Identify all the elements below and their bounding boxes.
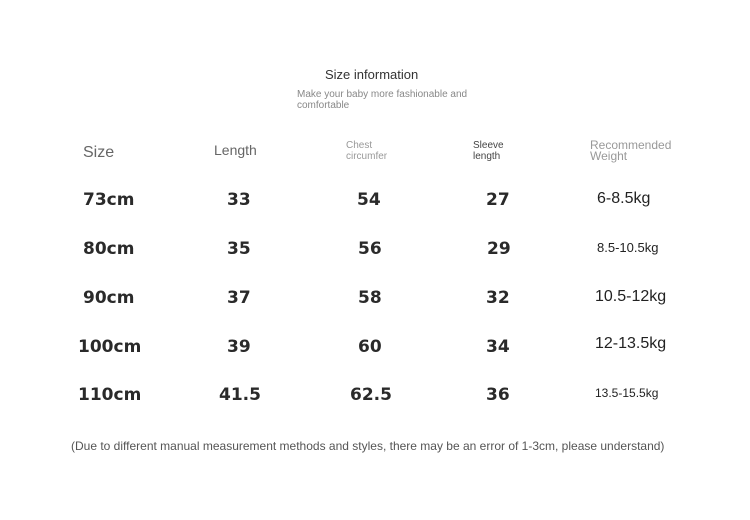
cell-weight: 13.5-15.5kg (595, 386, 659, 400)
cell-sleeve: 32 (486, 288, 510, 308)
cell-sleeve: 29 (487, 239, 511, 259)
cell-length: 39 (227, 337, 251, 357)
page-subtitle: Make your baby more fashionable and comfortable (297, 89, 468, 111)
cell-chest: 60 (358, 337, 382, 357)
page-title: Size information (325, 67, 419, 82)
header-chest: Chest circumfer (346, 140, 388, 162)
cell-weight: 8.5-10.5kg (597, 240, 659, 255)
cell-length: 35 (227, 239, 251, 259)
cell-chest: 58 (358, 288, 382, 308)
cell-sleeve: 36 (486, 385, 510, 405)
cell-size: 100cm (78, 337, 142, 357)
cell-weight: 10.5-12kg (595, 288, 667, 305)
cell-chest: 62.5 (350, 385, 392, 405)
disclaimer-note: (Due to different manual measurement methods and styles, there may be an error of 1-3cm, please understand) (71, 439, 665, 453)
header-weight: Recommended Weight (590, 138, 672, 163)
cell-weight: 6-8.5kg (597, 190, 651, 207)
cell-length: 33 (227, 190, 251, 210)
cell-length: 37 (227, 288, 251, 308)
cell-size: 80cm (83, 239, 135, 259)
cell-size: 110cm (78, 385, 142, 405)
cell-length: 41.5 (219, 385, 261, 405)
cell-chest: 54 (357, 190, 381, 210)
cell-size: 90cm (83, 288, 135, 308)
cell-weight: 12-13.5kg (595, 335, 667, 352)
cell-size: 73cm (83, 190, 135, 210)
cell-sleeve: 34 (486, 337, 510, 357)
header-size: Size (83, 144, 115, 161)
header-length: Length (214, 142, 257, 158)
header-sleeve: Sleeve length (473, 140, 504, 162)
cell-chest: 56 (358, 239, 382, 259)
cell-sleeve: 27 (486, 190, 510, 210)
